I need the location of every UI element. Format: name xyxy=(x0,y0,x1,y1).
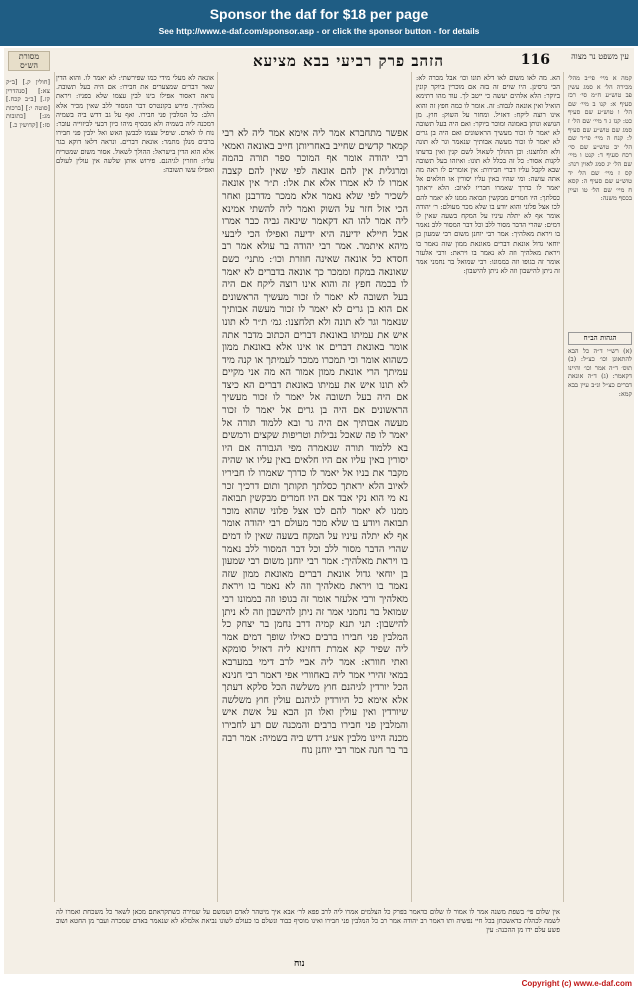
copyright-link[interactable]: Copyright (c) www.e-daf.com xyxy=(521,979,632,988)
sponsor-banner[interactable] xyxy=(0,0,638,46)
bottom-commentary-text: אין שלום פי׳ בשפת משנה אמר לו אמור לו שלום כדאמר בפרק כל הצלמים אמרו ליה לרב פפא לר׳ אבא איך מיטהר לאדם ושמשם על שמירה כשתקראתם מכאן לשאר כל משכחת ואמרו לה לשמה לכהלת כדאשכחן בכל חיי נפשיה ותו דאמר רב יהודה אמר רב כל המלבין פני חבירו ואינו מוסיף כבוד ונשלם בו כעולם לשונו נביאת אלמלא לא שנאמר באדם שמכרה ועבר מן החטא ושוב פשע עלם ידו מן ההכנה: עין xyxy=(56,908,560,935)
divider-right xyxy=(563,72,564,902)
divider-rashi xyxy=(411,72,412,902)
page-header xyxy=(4,48,634,70)
running-title: הזהב פרק רביעי בבא מציעא xyxy=(253,52,444,70)
catchword: נוח xyxy=(294,959,305,969)
hagahot-title: הגהות הב״ח xyxy=(568,332,632,345)
gemara-text: אפשר מתחברא אמר ליה אימא אמר ליה לא רבי קמאר קדשים שחייב באחריותן חייב באונאה ואמאי רבי יהודה אומר אף המוכר ספר תורה בהמה ומרגלית אין להם אונאה לפי שאין להם קצבה אמרו לו לא אמרו אלא את אלו: ת״ר אין אונאה לשכיר לפי שלא נאמר אלא ממכר מדרבנן ואחר הכי אזל חזר על השוק ואמר ליה להשתי אמינא ליה אמר להו הא דקאמר שינאה גביה כבר אמרו אבל חיילא ידיעה היא ידיעה ואפילו הכי ליבעי מיהא איתמר. אמר רבי יהודה בר עולא אמר רב חסדא כל אונאה שאינה חוזרת וכו׳: מתני׳ כשם שאונאה במקח וממכר כך אונאה בדברים לא יאמר לו בכמה חפץ זה והוא אינו רוצה ליקח אם היה בעל תשובה לא יאמר לו זכור מעשיך הראשונים אם הוא בן גרים לא יאמר לו זכור מעשה אבותיך שנאמר וגר לא תונה ולא תלחצנו: גמ׳ ת״ר לא תונו איש את עמיתו באונאת דברים הכתוב מדבר אתה אומר באונאת דברים או אינו אלא באונאת ממון כשהוא אומר וכי תמכרו ממכר לעמיתך או קנה מיד עמיתך הרי אונאת ממון אמור הא מה אני מקיים לא תונו איש את עמיתו באונאת דברים הא כיצד אם היה בעל תשובה אל יאמר לו זכור מעשיך הראשונים אם היה בן גרים אל יאמר לו זכור מעשה אבותיך אם היה גר ובא ללמוד תורה אל יאמר לו פה שאכל נבילות וטריפות שקצים ורמשים בא ללמוד תורה שנאמרה מפי הגבורה אם היו יסורין באין עליו אם היו חלאים באין עליו או שהיה מקבר את בניו אל יאמר לו כדרך שאמרו לו חביריו לאיוב הלא יראתך כסלתך תקותך ותום דרכיך זכר נא מי הוא נקי אבד אם היו חמרים מבקשין תבואה ממנו לא יאמר להם לכו אצל פלוני שהוא מוכר תבואה ויודע בו שלא מכר מעולם רבי יהודה אומר אף לא יתלה עיניו על המקח בשעה שאין לו דמים שהרי הדבר מסור ללב וכל דבר המסור ללב נאמר בו ויראת מאלהיך: אמר רבי יוחנן משום רבי שמעון בן יוחאי גדול אונאת דברים מאונאת ממון שזה נאמר בו ויראת מאלהיך וזה לא נאמר בו ויראת מאלהיך ורבי אלעזר אומר זה בגופו וזה בממונו רבי שמואל בר נחמני אמר זה ניתן להישבון וזה לא ניתן להישבון: תני תנא קמיה דרב נחמן בר יצחק כל המלבין פני חבירו ברבים כאילו שופך דמים אמר ליה שפיר קא אמרת דחזינא ליה דאזיל סומקא ואתי חוורא: אמר ליה אביי לרב דימי במערבא במאי זהירי אמר ליה באחוורי אפי דאמר רבי חנינא הכל יורדין לגיהנם חוץ משלשה הכל סלקא דעתך אלא אימא כל היורדין לגיהנם עולין חוץ משלשה שיורדין ואין עולין ואלו הן הבא על אשת איש והמלבין פני חבירו ברבים והמכנה שם רע לחבירו מכנה היינו מלבין אע״ג דדש ביה בשמיה: אמר רבה בר בר חנה אמר רבי יוחנן נוח xyxy=(222,128,408,757)
tosafot-text: אונאה לא מעלי מידי כמו שפירשתי: לא יאמר לו. והוא הדין שאר דברים שמצערים את חבירו: אם היה בעל תשובה. נראה דאסור אפילו בינו לבין עצמו שלא בפניו: ויראת מאלהיך. פירש בקונטרס דבר המסור ללב שאין מכיר אלא הלב: כל המלבין פני חבירו. ואף על גב דדש ביה בשמיה דמכנה ליה בשמיה ולא מכסיף מיהו כיון דבעי לביזוייה עובר: נוח לו לאדם. שיפיל עצמו לכבשן האש ואל ילבין פני חבירו ברבים מנלן מתמר: אונאת דברים. ונראה דלאו דוקא בגר אלא הוא הדין בישראל: ההולך לשאול. אסור משום שמטריח עליו: חוזרין לגיהנם. פירוש אותן שלשה אין עולין לעולם ואפילו עשו תשובה: xyxy=(56,74,214,175)
ein-mishpat-column xyxy=(568,74,632,324)
ein-mishpat-text: קמה א מיי׳ פי״ב מהל׳ מכירה הל׳ א סמג עשין פב טוש״ע ח״מ סי׳ רכז סעיף א: קנו ב מיי׳ שם הל׳ ו טוש״ע שם סעיף כט: קנז ג ד מיי׳ שם הל׳ ז סמג שם טוש״ע שם סעיף ל: קנח ה מיי׳ פי״ד שם הל׳ יב טוש״ע שם סי׳ רכח סעיף ד: קנט ו מיי׳ שם הל׳ יג סמג לאוין רנה: קס ז מיי׳ שם הל׳ יד טוש״ע שם סעיף ה: קסא ח מיי׳ שם הל׳ טו ועיין בכסף משנה: xyxy=(568,74,632,203)
talmud-page xyxy=(4,48,634,974)
masoret-header: מסורת הש״ס xyxy=(8,51,50,71)
divider-gemara xyxy=(217,72,218,902)
bottom-commentary xyxy=(56,908,560,958)
banner-title: Sponsor the daf for $18 per page xyxy=(209,6,429,22)
hagahot-column xyxy=(568,330,632,450)
hagahot-text: (א) רש״י ד״ה כל הבא להתאונן וכו׳ כצ״ל: (ב) תוס׳ ד״ה אמר וכו׳ והיינו דקאמר: (ג) ד״ה אונאת דברים כצ״ל ונ״ב עיין בבא קמא: xyxy=(568,346,632,398)
tosafot-column xyxy=(56,74,214,902)
banner-subtitle: See http://www.e-daf.com/sponsor.asp - or click the sponsor button - for details xyxy=(158,26,480,36)
ein-mishpat-header: עין משפט נר מצוה xyxy=(571,52,629,61)
masoret-column xyxy=(6,78,50,898)
rashi-column xyxy=(416,74,560,902)
gemara-column xyxy=(222,128,408,902)
divider-left xyxy=(54,72,55,902)
masoret-text: [חולין ק.] [ב״ק צא:] [סנהדרין קז.] [ב״ב קכח.] [סוטה י:] [ברכות מג:] [כתובות סז:] [קדושין כ.] xyxy=(6,78,50,129)
folio-number: 116 xyxy=(520,52,550,68)
rashi-text: הא. מה לאו משום לאו דלא תונו וכו׳ אבל מכרה לא: הכי גרסינן. היו שוים זה בזה אם מוכרין ביוקר קונין ביוקר: הלא אלהים יעשה כי ייטב לך. עוד מהו דתימא הואיל ואין אונאה לגבוה: זה. אומר לו כמה חפץ זה והוא אינו רוצה ליקח: דאזיל. ומחזר על השוק: חוץ. מן הנושא ונותן באמונה ומוכר ביוקר: ואם היה בעל תשובה לא יאמר לו זכור מעשיך הראשונים ואם היה בן גרים לא יאמר לו זכור מעשה אבותיך שנאמר וגר לא תונה ולא תלחצנו: וכן ההולך לשאול לשם קנין ואין בדעתו לקנות אסור: כל זה בכלל לא תונו: ואיזהו בעל תשובה שבא לקבל עליו דברי חבירות: אין אומרים לו ראה מה אתה עושה: ומי שהיו באין עליו יסורין או חולאים אל יאמר לו כדרך שאמרו חבריו לאיוב: הלא יראתך כסלתך: היו חמרים מבקשין תבואה ממנו לא יאמר להם לכו אצל פלוני והוא יודע בו שלא מכר מעולם: ר׳ יהודה אומר אף לא יתלה עיניו על המקח בשעה שאין לו דמים: שהרי הדבר מסור ללב וכל דבר המסור ללב נאמר בו ויראת מאלהיך: אמר רבי יוחנן משום רבי שמעון בן יוחאי גדול אונאת דברים מאונאת ממון שזה נאמר בו ויראת מאלהיך וזה לא נאמר בו ויראת: ורבי אלעזר אומר זה בגופו וזה בממונו: רבי שמואל בר נחמני אמר זה ניתן להישבון וזה לא ניתן להישבון: xyxy=(416,74,560,276)
